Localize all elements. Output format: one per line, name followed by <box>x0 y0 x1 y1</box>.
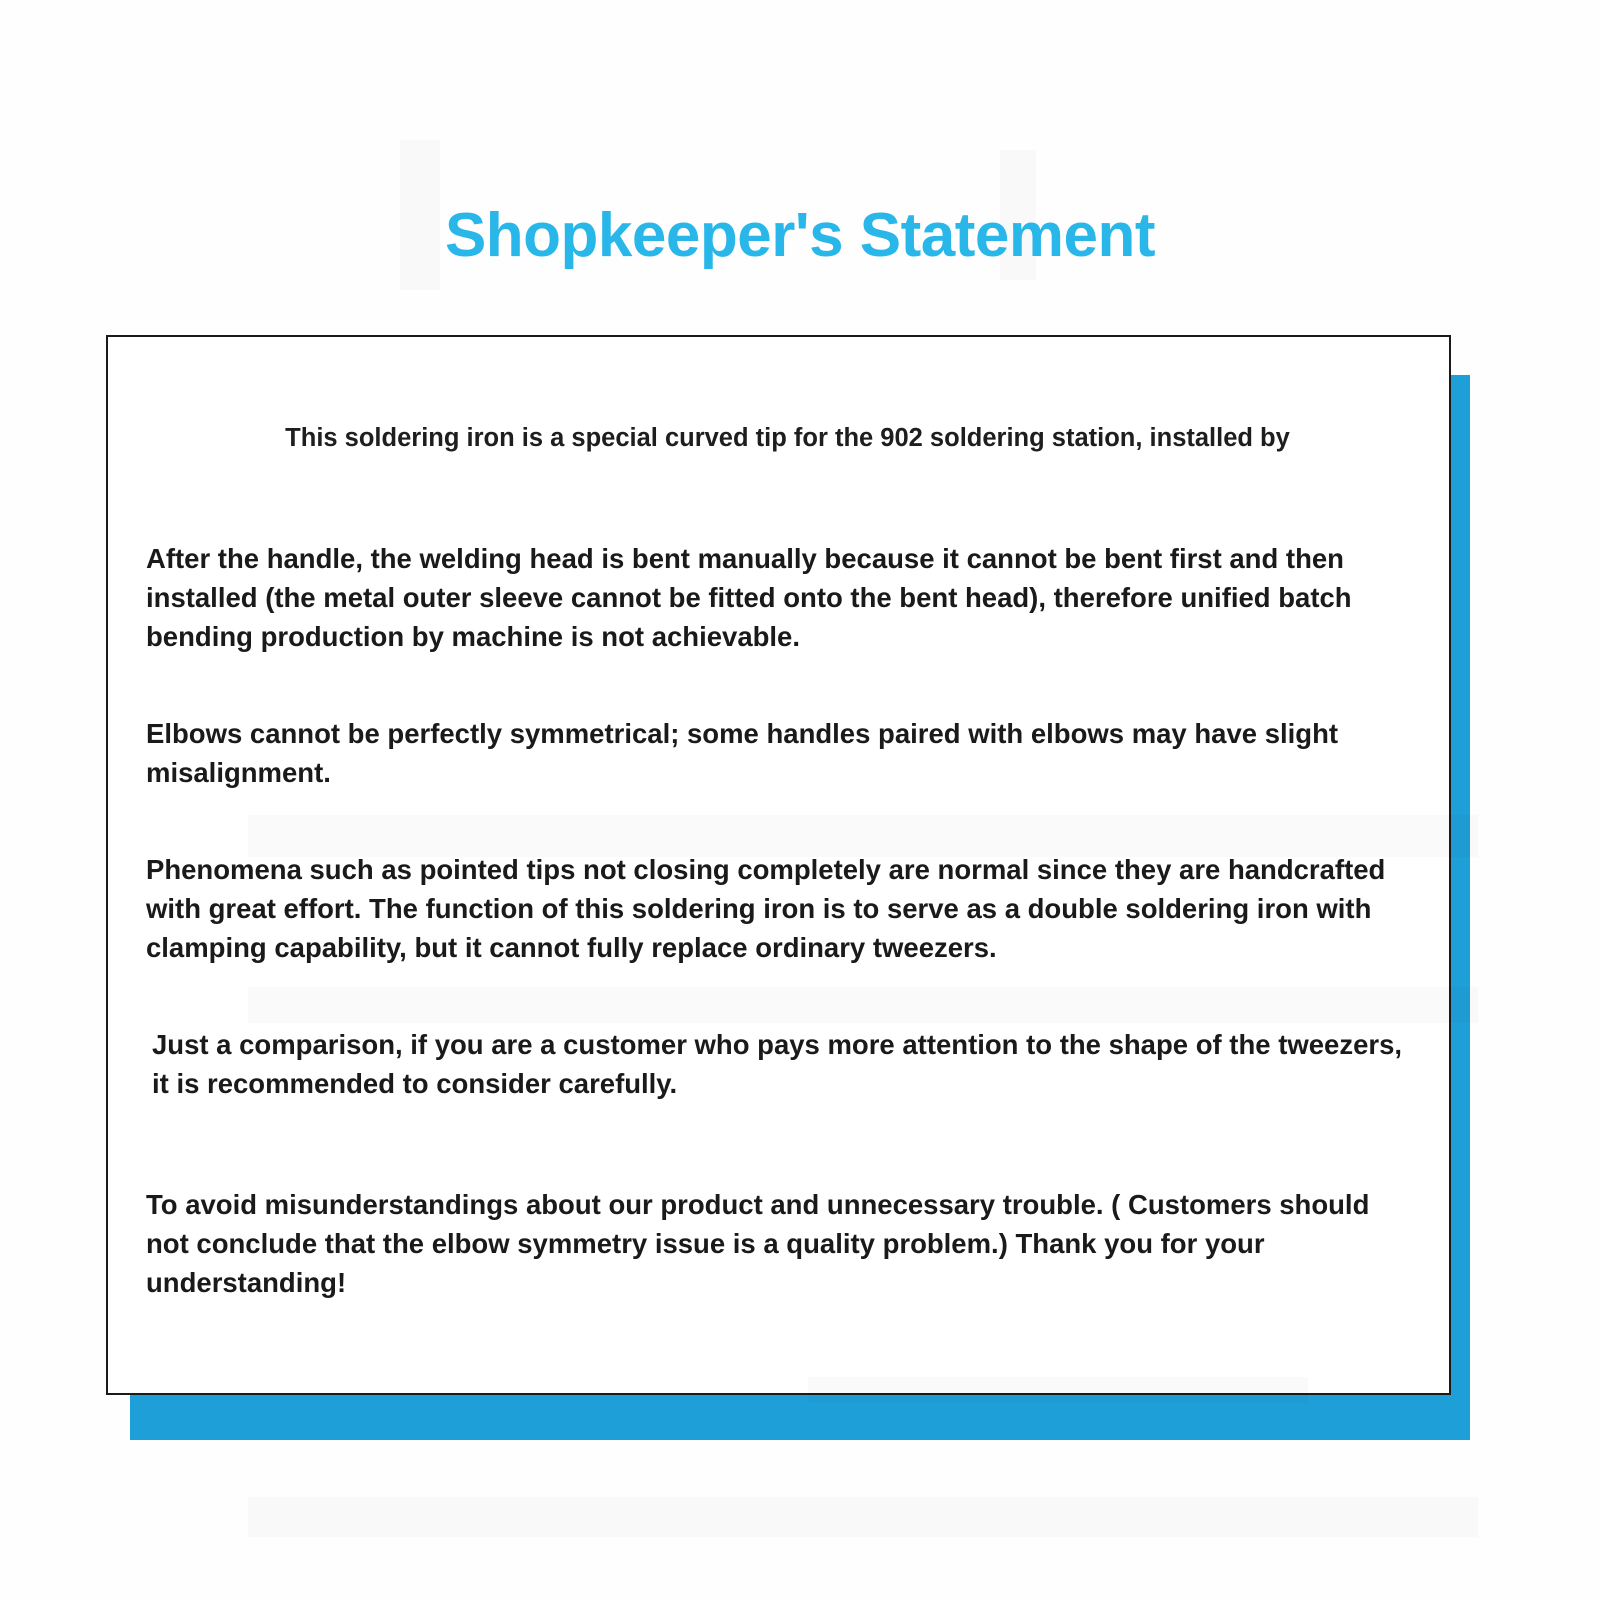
scan-texture-streak <box>248 1497 1478 1537</box>
page-title: Shopkeeper's Statement <box>444 200 1156 270</box>
statement-card <box>106 335 1451 1395</box>
statement-body <box>146 395 1419 1330</box>
statement-paragraph: Just a comparison, if you are a customer who pays more attention to the shape of the tweezers, it is recommended to consider carefully. <box>152 1029 1403 1100</box>
lead-paragraph: This soldering iron is a special curved tip for the 902 soldering station, installed by <box>285 423 1290 452</box>
statement-paragraph: After the handle, the welding head is bent manually because it cannot be bent first and then installed (the metal outer sleeve cannot be fitted onto the bent head), therefore unified batch bending production by machine is not achievable. <box>146 542 1352 653</box>
statement-paragraph: Phenomena such as pointed tips not closing completely are normal since they are handcrafted with great effort. The function of this soldering iron is to serve as a double soldering iron with clamping capability, but it cannot fully replace ordinary tweezers. <box>146 854 1386 964</box>
statement-paragraph: Elbows cannot be perfectly symmetrical; some handles paired with elbows may have slight misalignment. <box>146 718 1339 789</box>
statement-paragraph: To avoid misunderstandings about our product and unnecessary trouble. ( Customers should not conclude that the elbow symmetry issue is a quality problem.) Thank you for your understanding! <box>146 1189 1370 1299</box>
